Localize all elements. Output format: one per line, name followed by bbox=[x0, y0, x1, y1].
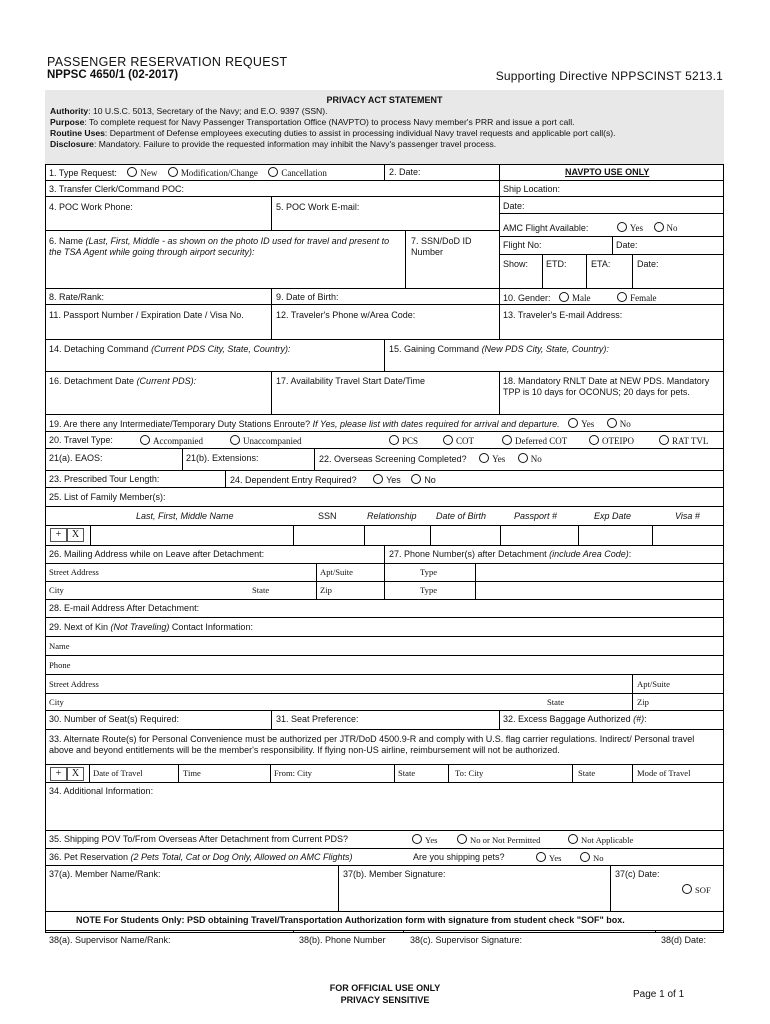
field-34-additional-info[interactable]: 34. Additional Information: bbox=[49, 786, 154, 796]
f24-no-radio[interactable]: No bbox=[411, 475, 436, 485]
form-number: NPPSC 4650/1 (02-2017) bbox=[47, 69, 179, 81]
gender-male-radio[interactable]: Male bbox=[559, 293, 591, 303]
col-line bbox=[338, 865, 339, 911]
field-14-detaching-command[interactable]: 14. Detaching Command (Current PDS City, State, Country): bbox=[49, 344, 291, 354]
col-line bbox=[316, 563, 317, 599]
add-family-member-button[interactable]: + bbox=[50, 528, 67, 542]
supporting-directive: Supporting Directive NPPSCINST 5213.1 bbox=[495, 69, 723, 83]
route-row-controls bbox=[50, 767, 84, 781]
field-23-tour-length[interactable]: 23. Prescribed Tour Length: bbox=[49, 474, 160, 484]
radio-icon[interactable] bbox=[568, 834, 578, 844]
row-line bbox=[45, 431, 724, 432]
remove-route-button[interactable]: X bbox=[67, 767, 84, 781]
row-line bbox=[45, 180, 724, 181]
travel-rat-tvl-radio[interactable]: RAT TVL bbox=[659, 435, 708, 447]
row-line bbox=[45, 448, 724, 449]
route-from-label[interactable]: From: City bbox=[274, 768, 312, 778]
navpto-date-2[interactable]: Date: bbox=[637, 259, 659, 269]
row-line bbox=[45, 487, 724, 488]
type-new-radio[interactable]: New bbox=[127, 168, 157, 178]
type-cancellation-radio[interactable]: Cancellation bbox=[268, 168, 326, 178]
radio-icon[interactable] bbox=[373, 474, 383, 484]
row-line bbox=[45, 599, 724, 600]
row-line bbox=[45, 674, 724, 675]
field-7-ssn[interactable]: 7. SSN/DoD ID Number bbox=[411, 236, 472, 257]
row-line bbox=[45, 617, 724, 618]
col-line bbox=[384, 165, 385, 180]
field-29-next-of-kin: 29. Next of Kin (Not Traveling) Contact Information: bbox=[49, 622, 253, 632]
col-line bbox=[632, 674, 633, 710]
row-line bbox=[45, 414, 724, 415]
phone-type-label-2[interactable]: Type bbox=[420, 585, 438, 595]
row-line bbox=[45, 196, 499, 197]
field-33-alternate-routes: 33. Alternate Route(s) for Personal Convenience must be authorized per JTR/DoD 4500.9-R and comply with U.S. flag carrier regulations. Indirect/ Personal travel above and beyond entitlements will be the member's responsibility. If flying non-US airline, reimbursement will not be authorized. bbox=[49, 734, 695, 755]
privacy-disclosure: Disclosure: Mandatory. Failure to provide the requested information may inhibit the Navy's passenger travel process. bbox=[50, 139, 497, 149]
radio-icon[interactable] bbox=[607, 418, 617, 428]
nok-street-label[interactable]: Street Address bbox=[49, 679, 99, 689]
col-line bbox=[499, 288, 500, 339]
col-line bbox=[500, 525, 501, 545]
col-line bbox=[405, 230, 406, 288]
row-line bbox=[45, 911, 724, 912]
type-modification-radio[interactable]: Modification/Change bbox=[168, 168, 258, 178]
row-line bbox=[45, 525, 724, 526]
sof-checkbox[interactable]: SOF bbox=[682, 884, 711, 896]
field-37c-date[interactable]: 37(c) Date: bbox=[615, 869, 660, 879]
col-line bbox=[499, 371, 500, 414]
travel-oteipo-radio[interactable]: OTEIPO bbox=[589, 435, 634, 447]
row-line bbox=[45, 230, 499, 231]
nok-state-label[interactable]: State bbox=[547, 697, 565, 707]
col-line bbox=[384, 545, 385, 599]
field-24-dependent-entry: 24. Dependent Entry Required? Yes No bbox=[230, 475, 436, 485]
row-line bbox=[45, 848, 724, 849]
row-line bbox=[45, 865, 724, 866]
row-line bbox=[45, 288, 724, 289]
col-line bbox=[632, 764, 633, 782]
navpto-flight-no[interactable]: Flight No: bbox=[503, 240, 542, 250]
radio-icon[interactable] bbox=[682, 884, 692, 894]
col-line bbox=[271, 288, 272, 339]
gender-female-radio[interactable]: Female bbox=[617, 293, 657, 303]
field-1-type-request: 1. Type Request: New Modification/Change Cancellation bbox=[49, 168, 327, 178]
field-18-rnlt[interactable]: 18. Mandatory RNLT Date at NEW PDS. Mandatory TPP is 10 days for OCONUS; 20 days for pets. bbox=[503, 376, 710, 397]
pet-question: Are you shipping pets? bbox=[413, 852, 505, 862]
field-16-detachment-date[interactable]: 16. Detachment Date (Current PDS): bbox=[49, 376, 197, 386]
col-line bbox=[403, 930, 404, 933]
col-line bbox=[271, 196, 272, 230]
col-dob-header: Date of Birth bbox=[436, 511, 487, 521]
nok-apt-label[interactable]: Apt/Suite bbox=[637, 679, 670, 689]
f19-yes-radio[interactable]: Yes bbox=[568, 419, 594, 429]
row-line bbox=[499, 213, 724, 214]
navpto-etd[interactable]: ETD: bbox=[546, 259, 567, 269]
col-line bbox=[475, 563, 476, 599]
row-line bbox=[45, 655, 724, 656]
field-15-gaining-command[interactable]: 15. Gaining Command (New PDS City, State, Country): bbox=[389, 344, 609, 354]
family-row-controls bbox=[50, 528, 84, 542]
pet-no-radio[interactable]: No bbox=[580, 852, 604, 864]
privacy-act-statement bbox=[45, 90, 724, 165]
privacy-authority: Authority: 10 U.S.C. 5013, Secretary of the Navy; and E.O. 9397 (SSN). bbox=[50, 106, 328, 116]
field-37a-member-name[interactable]: 37(a). Member Name/Rank: bbox=[49, 869, 161, 879]
radio-icon[interactable] bbox=[268, 167, 278, 177]
students-note: NOTE For Students Only: PSD obtaining Travel/Transportation Authorization form with signature from student check "SOF" box. bbox=[76, 915, 625, 925]
radio-icon[interactable] bbox=[412, 834, 422, 844]
radio-icon[interactable] bbox=[230, 435, 240, 445]
radio-icon[interactable] bbox=[589, 435, 599, 445]
col-line bbox=[271, 710, 272, 729]
radio-icon[interactable] bbox=[536, 852, 546, 862]
privacy-routine-uses: Routine Uses: Department of Defense employees executing duties to assist in processing individual Navy travel requests and applicable port call(s). bbox=[50, 128, 616, 138]
addr-state-label[interactable]: State bbox=[252, 585, 270, 595]
navpto-amc-flight: AMC Flight Available: Yes No bbox=[503, 223, 678, 233]
field-21a-eaos[interactable]: 21(a). EAOS: bbox=[49, 453, 103, 463]
travel-unaccompanied-radio[interactable]: Unaccompanied bbox=[230, 435, 301, 447]
field-37b-member-signature[interactable]: 37(b). Member Signature: bbox=[343, 869, 446, 879]
field-38b-phone-number[interactable]: 38(b). Phone Number bbox=[299, 935, 386, 945]
privacy-title: PRIVACY ACT STATEMENT bbox=[326, 95, 443, 105]
nok-name-label[interactable]: Name bbox=[49, 641, 70, 651]
col-line bbox=[612, 236, 613, 254]
col-line bbox=[652, 525, 653, 545]
col-line bbox=[430, 525, 431, 545]
col-line bbox=[499, 165, 500, 288]
route-time-label[interactable]: Time bbox=[183, 768, 201, 778]
row-line bbox=[45, 371, 724, 372]
navpto-date[interactable]: Date: bbox=[503, 201, 525, 211]
field-38a-supervisor-name[interactable]: 38(a). Supervisor Name/Rank: bbox=[49, 935, 171, 945]
radio-icon[interactable] bbox=[654, 222, 664, 232]
field-3-transfer-clerk[interactable]: 3. Transfer Clerk/Command POC: bbox=[49, 184, 185, 194]
col-line bbox=[632, 254, 633, 288]
field-31-seat-preference[interactable]: 31. Seat Preference: bbox=[276, 714, 359, 724]
navpto-flight-date[interactable]: Date: bbox=[616, 240, 638, 250]
row-line bbox=[45, 782, 724, 783]
page-number: Page 1 of 1 bbox=[633, 989, 685, 1000]
field-35-shipping-pov: 35. Shipping POV To/From Overseas After Detachment from Current PDS? bbox=[49, 834, 348, 844]
field-5-poc-work-email[interactable]: 5. POC Work E-mail: bbox=[276, 202, 360, 212]
col-line bbox=[90, 525, 91, 545]
footer-fouo: FOR OFFICIAL USE ONLY bbox=[329, 983, 441, 993]
nok-city-label[interactable]: City bbox=[49, 697, 64, 707]
route-state-label-2[interactable]: State bbox=[578, 768, 596, 778]
radio-icon[interactable] bbox=[457, 834, 467, 844]
col-relationship-header: Relationship bbox=[367, 511, 417, 521]
radio-icon[interactable] bbox=[443, 435, 453, 445]
field-2-date[interactable]: 2. Date: bbox=[389, 167, 421, 177]
radio-icon[interactable] bbox=[580, 852, 590, 862]
field-6-name[interactable]: 6. Name (Last, First, Middle - as shown on the photo ID used for travel and present to the TSA Agent while going through airport security): bbox=[49, 236, 390, 257]
col-line bbox=[586, 254, 587, 288]
travel-pcs-radio[interactable]: PCS bbox=[389, 435, 418, 447]
footer-privacy-sensitive: PRIVACY SENSITIVE bbox=[340, 995, 430, 1005]
col-visa-header: Visa # bbox=[675, 511, 700, 521]
field-26-mailing-address[interactable]: 26. Mailing Address while on Leave after Detachment: bbox=[49, 549, 265, 559]
col-line bbox=[178, 764, 179, 782]
navpto-eta[interactable]: ETA: bbox=[591, 259, 611, 269]
col-line bbox=[270, 764, 271, 782]
pov-no-radio[interactable]: No or Not Permitted bbox=[457, 834, 540, 846]
radio-icon[interactable] bbox=[411, 474, 421, 484]
field-12-traveler-phone[interactable]: 12. Traveler's Phone w/Area Code: bbox=[276, 310, 416, 320]
field-11-passport[interactable]: 11. Passport Number / Expiration Date / Visa No. bbox=[49, 310, 244, 320]
addr-apt-label[interactable]: Apt/Suite bbox=[320, 567, 353, 577]
travel-deferred-cot-radio[interactable]: Deferred COT bbox=[502, 435, 567, 447]
col-line bbox=[314, 448, 315, 470]
footer-classification bbox=[300, 982, 470, 1006]
row-line bbox=[45, 729, 724, 730]
navpto-ship-location[interactable]: Ship Location: bbox=[503, 184, 561, 194]
col-line bbox=[448, 764, 449, 782]
radio-icon[interactable] bbox=[140, 435, 150, 445]
row-line bbox=[45, 470, 724, 471]
col-line bbox=[542, 254, 543, 288]
field-10-gender: 10. Gender: Male Female bbox=[503, 293, 657, 303]
col-line bbox=[271, 371, 272, 414]
field-22-overseas-screening: 22. Overseas Screening Completed? Yes No bbox=[319, 454, 542, 464]
field-36-pet-reservation: 36. Pet Reservation (2 Pets Total, Cat or Dog Only, Allowed on AMC Flights) bbox=[49, 852, 353, 862]
radio-icon[interactable] bbox=[168, 167, 178, 177]
field-27-phone-after-detachment[interactable]: 27. Phone Number(s) after Detachment (include Area Code): bbox=[389, 549, 632, 559]
col-line bbox=[293, 930, 294, 933]
col-line bbox=[384, 339, 385, 371]
radio-icon[interactable] bbox=[479, 453, 489, 463]
col-line bbox=[655, 930, 656, 933]
row-line bbox=[45, 506, 724, 507]
f22-no-radio[interactable]: No bbox=[518, 454, 542, 464]
row-line bbox=[499, 196, 724, 197]
addr-street-label[interactable]: Street Address bbox=[49, 567, 99, 577]
travel-cot-radio[interactable]: COT bbox=[443, 435, 474, 447]
col-line bbox=[89, 764, 90, 782]
col-name-header: Last, First, Middle Name bbox=[136, 511, 234, 521]
form-title: PASSENGER RESERVATION REQUEST bbox=[47, 55, 288, 69]
field-21b-extensions[interactable]: 21(b). Extensions: bbox=[186, 453, 259, 463]
col-line bbox=[364, 525, 365, 545]
pov-yes-radio[interactable]: Yes bbox=[412, 834, 438, 846]
field-13-traveler-email[interactable]: 13. Traveler's E-mail Address: bbox=[503, 310, 623, 320]
row-line bbox=[45, 710, 724, 711]
col-ssn-header: SSN bbox=[318, 511, 337, 521]
f19-no-radio[interactable]: No bbox=[607, 419, 631, 429]
row-line bbox=[45, 693, 724, 694]
radio-icon[interactable] bbox=[568, 418, 578, 428]
col-line bbox=[578, 525, 579, 545]
field-32-excess-baggage[interactable]: 32. Excess Baggage Authorized (#): bbox=[503, 714, 647, 724]
form-header bbox=[47, 55, 723, 81]
radio-icon[interactable] bbox=[659, 435, 669, 445]
radio-icon[interactable] bbox=[617, 222, 627, 232]
col-passport-header: Passport # bbox=[514, 511, 558, 521]
privacy-purpose: Purpose: To complete request for Navy Passenger Transportation Office (NAVPTO) to process Navy member's PRR and issue a port call. bbox=[50, 117, 575, 127]
route-to-label[interactable]: To: City bbox=[455, 768, 484, 778]
field-20-travel-type: 20. Travel Type: bbox=[49, 435, 113, 445]
row-line bbox=[45, 304, 724, 305]
row-line bbox=[499, 254, 724, 255]
nok-phone-label[interactable]: Phone bbox=[49, 660, 71, 670]
col-line bbox=[182, 448, 183, 470]
field-19-intermediate-stations: 19. Are there any Intermediate/Temporary Duty Stations Enroute? If Yes, please list with dates required for arrival and departure. Yes No bbox=[49, 419, 631, 429]
field-17-availability[interactable]: 17. Availability Travel Start Date/Time bbox=[276, 376, 426, 386]
row-line bbox=[45, 764, 724, 765]
field-38c-supervisor-signature[interactable]: 38(c). Supervisor Signature: bbox=[410, 935, 523, 945]
remove-family-member-button[interactable]: X bbox=[67, 528, 84, 542]
pov-na-radio[interactable]: Not Applicable bbox=[568, 834, 633, 846]
row-line bbox=[45, 636, 724, 637]
navpto-use-only-title: NAVPTO USE ONLY bbox=[565, 167, 650, 177]
col-line bbox=[499, 710, 500, 729]
field-4-poc-work-phone[interactable]: 4. POC Work Phone: bbox=[49, 202, 133, 212]
amc-no-radio[interactable]: No bbox=[654, 223, 678, 233]
travel-accompanied-radio[interactable]: Accompanied bbox=[140, 435, 203, 447]
radio-icon[interactable] bbox=[389, 435, 399, 445]
row-line bbox=[45, 830, 724, 831]
field-9-dob[interactable]: 9. Date of Birth: bbox=[276, 292, 339, 302]
radio-icon[interactable] bbox=[127, 167, 137, 177]
pet-yes-radio[interactable]: Yes bbox=[536, 852, 562, 864]
field-30-seats[interactable]: 30. Number of Seat(s) Required: bbox=[49, 714, 180, 724]
radio-icon[interactable] bbox=[502, 435, 512, 445]
col-line bbox=[293, 525, 294, 545]
field-38d-date[interactable]: 38(d) Date: bbox=[661, 935, 707, 945]
col-line bbox=[225, 470, 226, 487]
f24-yes-radio[interactable]: Yes bbox=[373, 475, 401, 485]
f22-yes-radio[interactable]: Yes bbox=[479, 454, 505, 464]
field-28-email-after[interactable]: 28. E-mail Address After Detachment: bbox=[49, 603, 200, 613]
navpto-show[interactable]: Show: bbox=[503, 259, 529, 269]
nok-zip-label[interactable]: Zip bbox=[637, 697, 649, 707]
col-line bbox=[394, 764, 395, 782]
phone-type-label[interactable]: Type bbox=[420, 567, 438, 577]
addr-city-label[interactable]: City bbox=[49, 585, 64, 595]
amc-yes-radio[interactable]: Yes bbox=[617, 223, 643, 233]
radio-icon[interactable] bbox=[559, 292, 569, 302]
col-exp-header: Exp Date bbox=[594, 511, 632, 521]
field-8-rate-rank[interactable]: 8. Rate/Rank: bbox=[49, 292, 105, 302]
route-date-label[interactable]: Date of Travel bbox=[93, 768, 143, 778]
addr-zip-label[interactable]: Zip bbox=[320, 585, 332, 595]
col-line bbox=[572, 764, 573, 782]
add-route-button[interactable]: + bbox=[50, 767, 67, 781]
radio-icon[interactable] bbox=[518, 453, 528, 463]
field-25-family-members: 25. List of Family Member(s): bbox=[49, 492, 166, 502]
route-mode-label[interactable]: Mode of Travel bbox=[637, 768, 691, 778]
route-state-label[interactable]: State bbox=[398, 768, 416, 778]
col-line bbox=[610, 865, 611, 911]
row-line bbox=[45, 930, 724, 931]
radio-icon[interactable] bbox=[617, 292, 627, 302]
